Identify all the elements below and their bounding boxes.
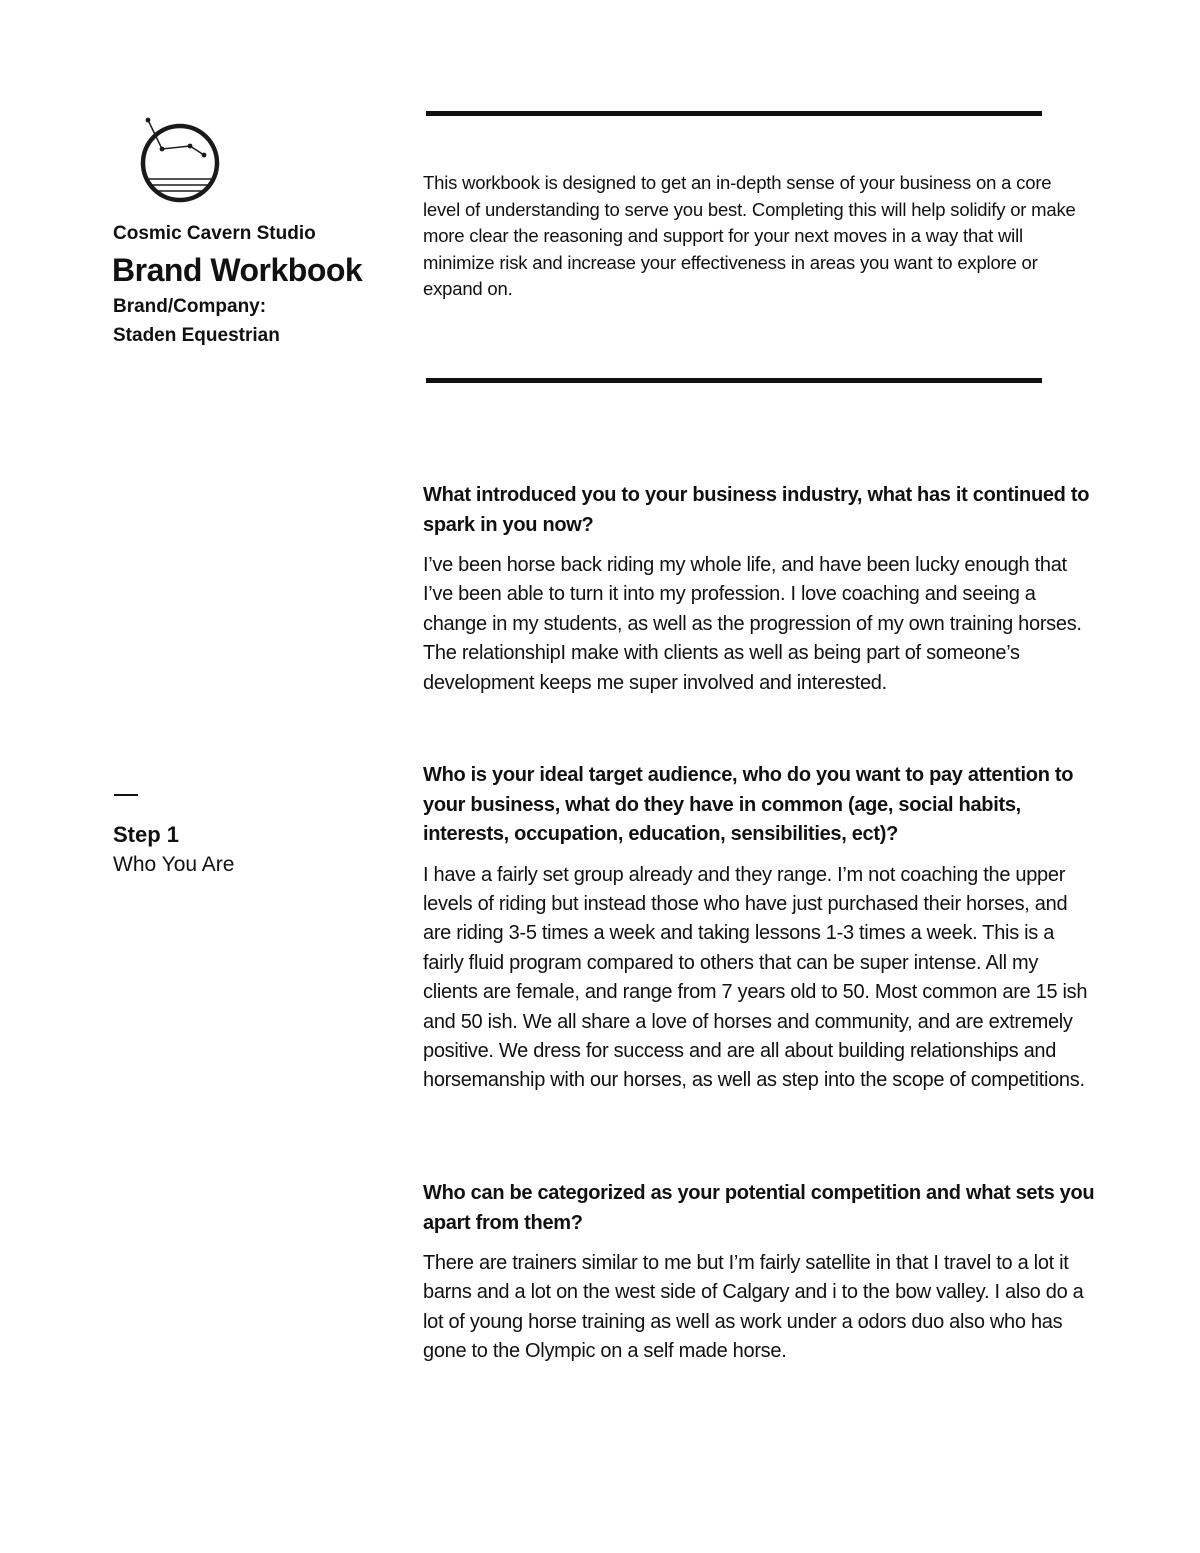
answer-text: There are trainers similar to me but I’m fairly satellite in that I travel to a lot it barns and a lot on the west side of Calgary and i to the bow valley. I also do a lot of young horse training as well as work under a odors duo also who has gone to the Olympic on a self made horse.: [423, 1252, 1084, 1363]
question-block: [423, 1179, 1095, 1367]
question-block: [423, 481, 1095, 698]
step-label: Step 1: [113, 822, 180, 847]
constellation-circle-logo-icon: [138, 115, 222, 205]
brand-company-value: Staden Equestrian: [113, 325, 280, 346]
studio-name: Cosmic Cavern Studio: [113, 223, 316, 244]
question-text: What introduced you to your business industry, what has it continued to spark in you now?: [423, 484, 1090, 536]
intro-paragraph: This workbook is designed to get an in-depth sense of your business on a core level of understanding to serve you best. Completing this will help solidify or make more clear the reasoning and support for your next moves in a way that will minimize risk and increase your effectiveness in areas you want to explore or expand on.: [423, 172, 1076, 299]
question-text: Who is your ideal target audience, who do you want to pay attention to your business, what do they have in common (age, social habits, interests, occupation, education, sensibilities, ect)?: [423, 764, 1074, 845]
brand-company-label: Brand/Company:: [113, 296, 267, 317]
document-title: Brand Workbook: [112, 252, 363, 288]
question-block: [423, 761, 1095, 1096]
answer-text: I have a fairly set group already and they range. I’m not coaching the upper levels of riding but instead those who have just purchased their horses, and are riding 3-5 times a week and taking lessons 1-3 times a week. This is a fairly fluid program compared to others that can be super intense. All my clients are female, and range from 7 years old to 50. Most common are 15 ish and 50 ish. We all share a love of horses and community, and are extremely positive. We dress for success and are all about building relationships and horsemanship with our horses, as well as step into the scope of competitions.: [423, 863, 1088, 1092]
top-divider: [426, 111, 1042, 116]
step-dash-divider: [114, 794, 138, 796]
step-subtitle: Who You Are: [113, 853, 235, 876]
question-text: Who can be categorized as your potential competition and what sets you apart from them?: [423, 1182, 1095, 1234]
bottom-divider: [426, 378, 1042, 383]
answer-text: I’ve been horse back riding my whole life, and have been lucky enough that I’ve been able to turn it into my profession. I love coaching and seeing a change in my students, as well as the progression of my own training horses. The relationshipI make with clients as well as being part of someone’s development keeps me super involved and interested.: [423, 554, 1082, 694]
